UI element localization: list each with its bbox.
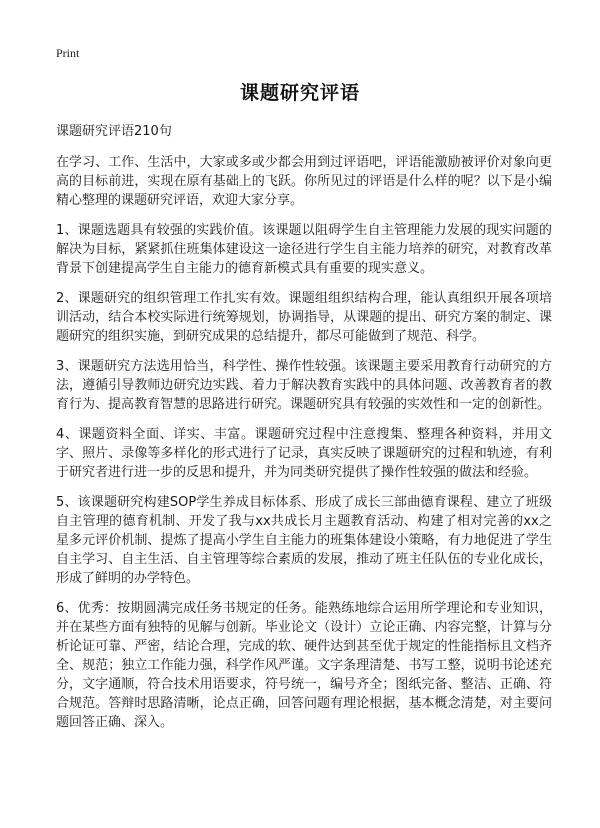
page-title: 课题研究评语	[239, 82, 360, 104]
comment-paragraph-2: 2、课题研究的组织管理工作扎实有效。课题组组织结构合理，能认真组织开展各项培训活动，结合本校实际进行统筹规划，协调指导，从课题的提出、研究方案的制定、课题研究的组织实施，到研究成果的总结提升，都尽可能做到了规范、科学。	[56, 291, 552, 344]
document-body	[56, 122, 552, 743]
comment-paragraph-4: 4、课题资料全面、详实、丰富。课题研究过程中注意搜集、整理各种资料，并用文字、照片、录像等多样化的形式进行了记录，真实反映了课题研究的过程和轨迹，有利于研究者进行进一步的反思和提升，并为同类研究提供了操作性较强的做法和经验。	[56, 427, 552, 480]
comment-paragraph-5: 5、该课题研究构建SOP学生养成目标体系、形成了成长三部曲德育课程、建立了班级自主管理的德育机制、开发了我与xx共成长月主题教育活动、构建了相对完善的xx之星多元评价机制、提炼了提高小学生自主能力的班集体建设小策略，有力地促进了学生自主学习、自主生活、自主管理等综合素质的发展，推动了班主任队伍的专业化成长，形成了鲜明的办学特色。	[56, 495, 552, 586]
print-link[interactable]: Print	[56, 46, 80, 60]
comment-paragraph-1: 1、课题选题具有较强的实践价值。该课题以阻碍学生自主管理能力发展的现实问题的解决为目标，紧紧抓住班集体建设这一途径进行学生自主能力培养的研究，对教育改革背景下创建提高学生自主能力的德育新模式具有重要的现实意义。	[56, 223, 552, 276]
comment-paragraph-3: 3、课题研究方法选用恰当，科学性、操作性较强。该课题主要采用教育行动研究的方法，遵循引导教师边研究边实践、着力于解决教育实践中的具体问题、改善教育者的教育行为、提高教育智慧的思路进行研究。课题研究具有较强的实效性和一定的创新性。	[56, 359, 552, 412]
comment-paragraph-6: 6、优秀：按期圆满完成任务书规定的任务。能熟练地综合运用所学理论和专业知识，并在某些方面有独特的见解与创新。毕业论文（设计）立论正确、内容完整，计算与分析论证可靠、严密，结论合理，完成的软、硬件达到甚至优于规定的性能指标且文档齐全、规范；独立工作能力强，科学作风严谨。文字条理清楚、书写工整，说明书论述充分，文字通顺，符合技术用语要求，符号统一，编号齐全；图纸完备、整洁、正确、符合规范。答辩时思路清晰，论点正确，回答问题有理论根据，基本概念清楚，对主要问题回答正确、深入。	[56, 601, 552, 730]
intro-paragraph: 在学习、工作、生活中，大家或多或少都会用到过评语吧，评语能激励被评价对象向更高的目标前进，实现在原有基础上的飞跃。你所见过的评语是什么样的呢？以下是小编精心整理的课题研究评语，欢迎大家分享。	[56, 155, 552, 208]
document-subtitle: 课题研究评语210句	[56, 124, 172, 139]
